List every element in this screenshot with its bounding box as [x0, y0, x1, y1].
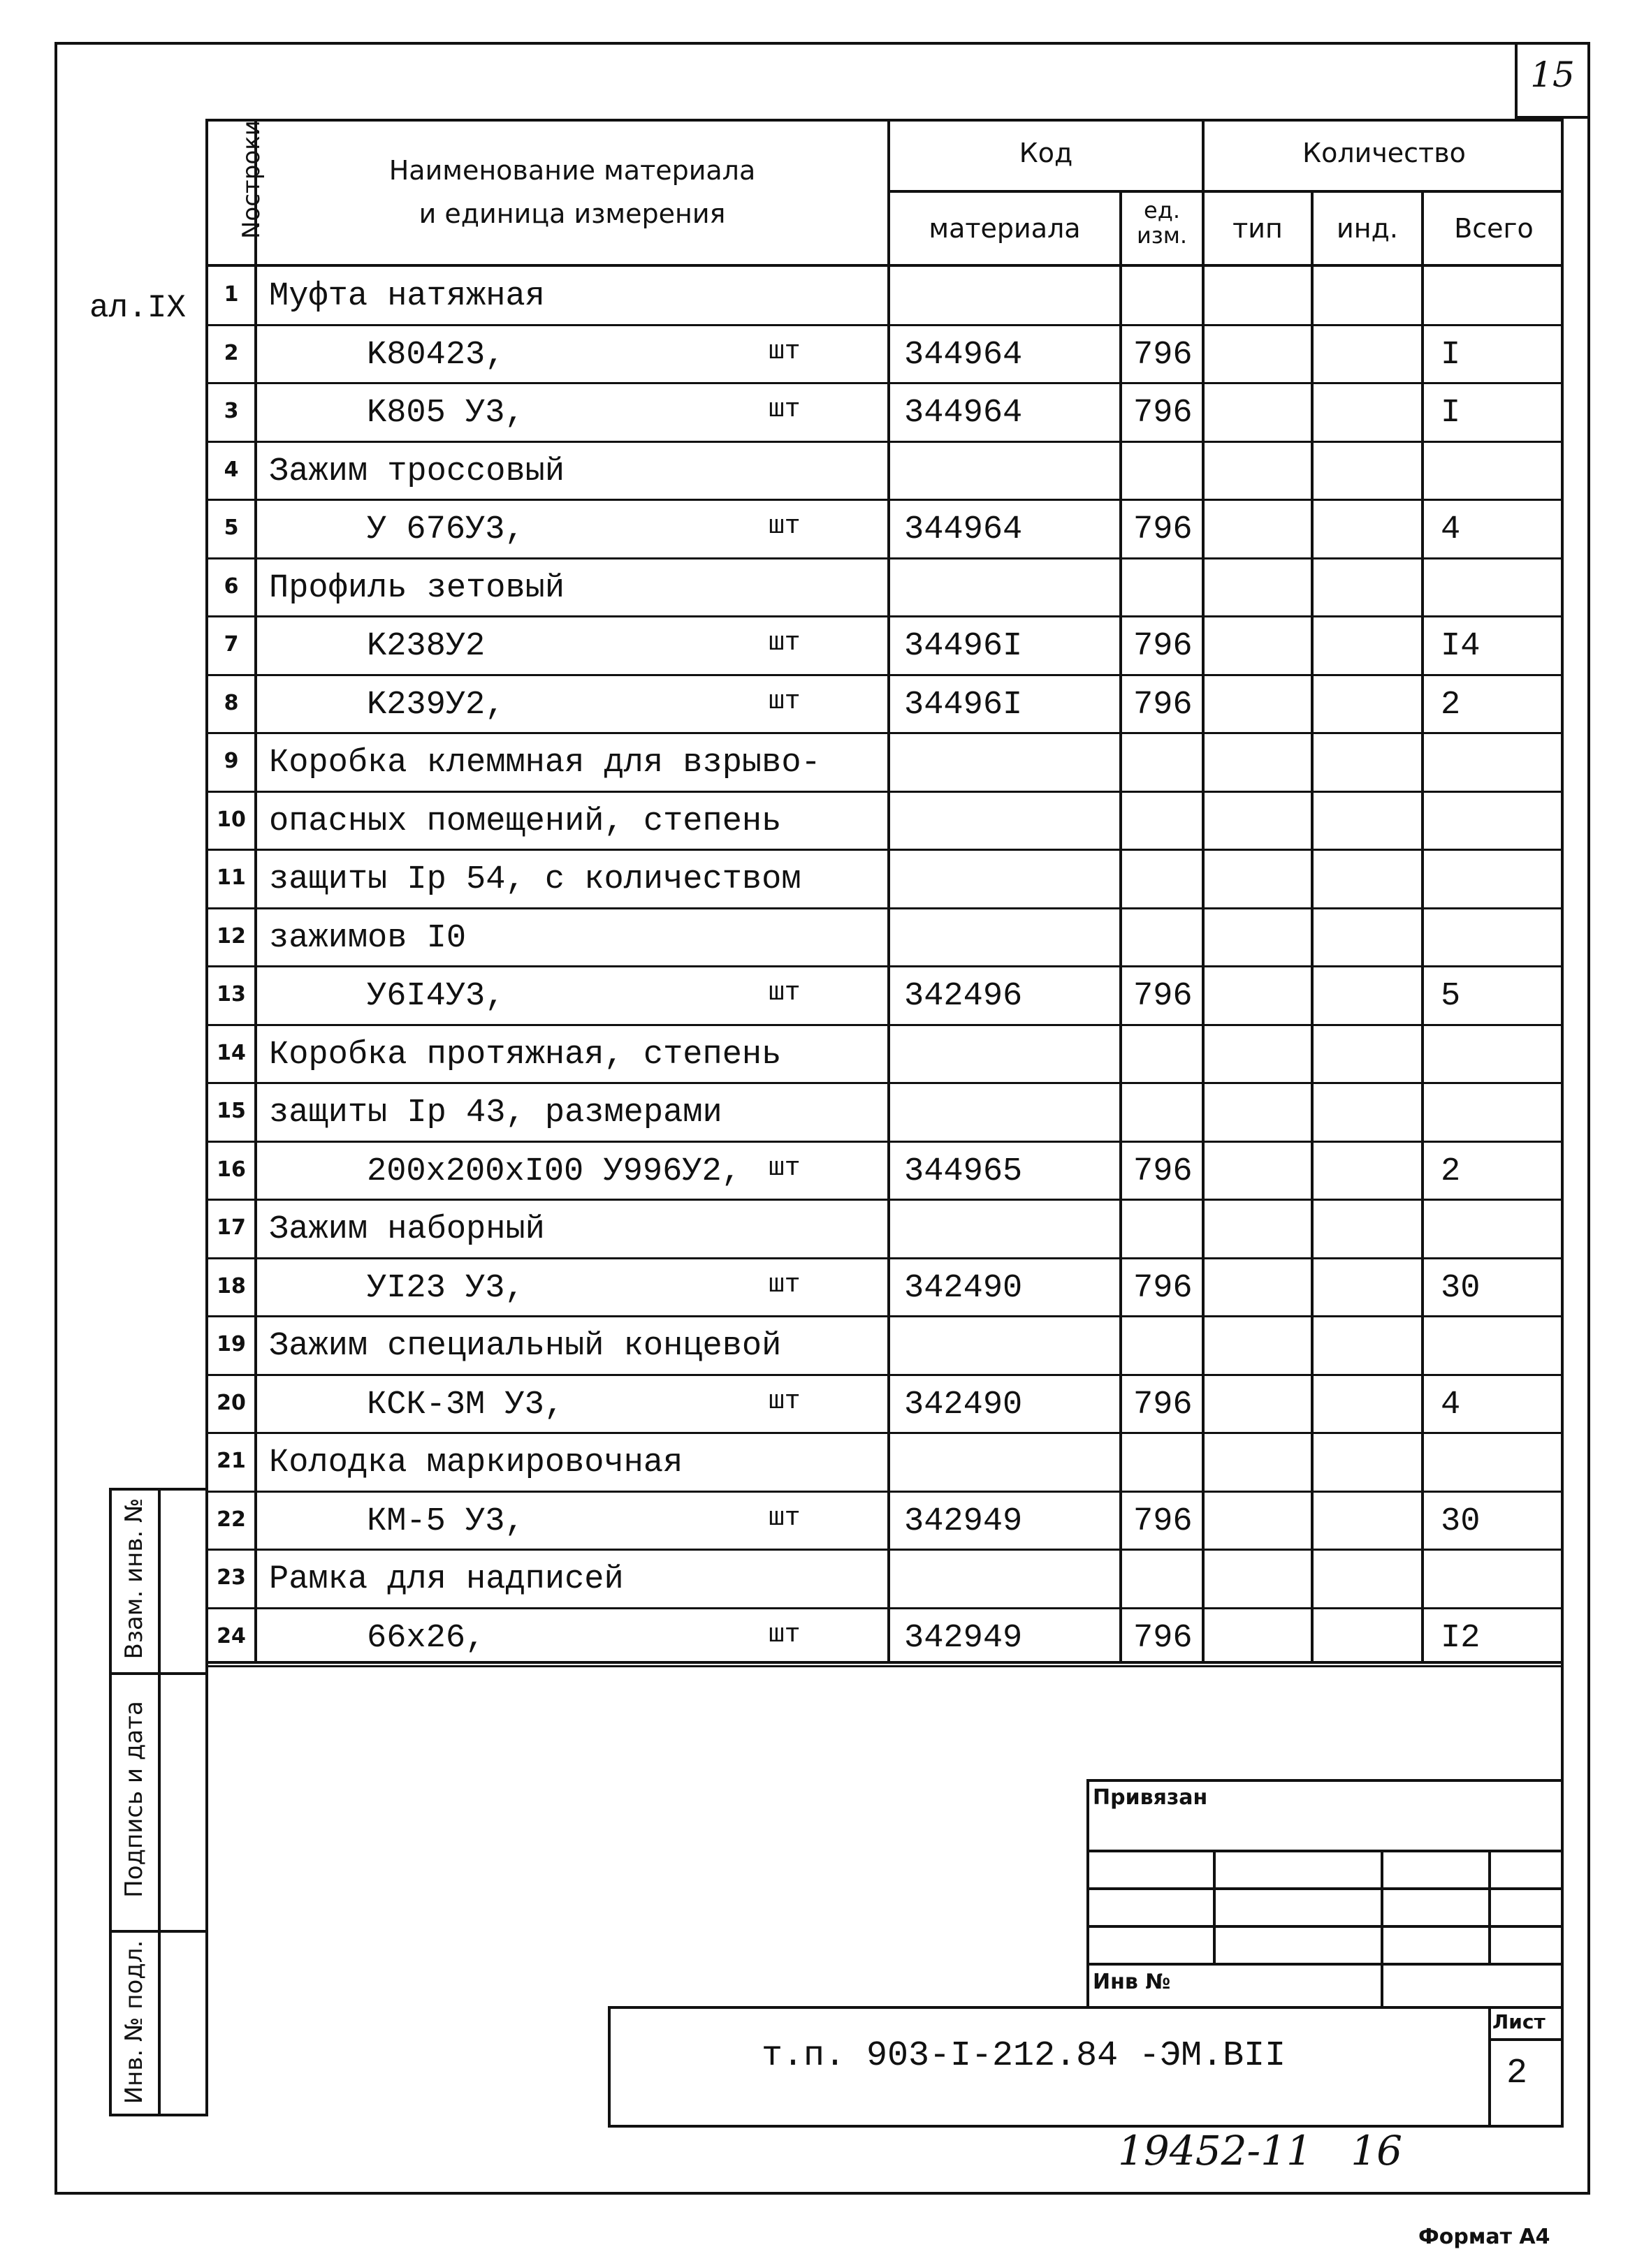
unit-code: 796: [1133, 1387, 1193, 1424]
material-code: 34496I: [904, 687, 1023, 724]
row-number: 3: [224, 399, 239, 423]
row-number: 9: [224, 749, 239, 773]
row-number: 20: [217, 1391, 246, 1415]
row-number: 17: [217, 1215, 246, 1240]
unit-label: шт: [769, 395, 801, 425]
header-code-material: материала: [929, 213, 1081, 244]
header-qty-total: Всего: [1454, 213, 1534, 244]
row-number: 8: [224, 691, 239, 715]
total-qty: I: [1441, 395, 1461, 432]
total-qty: 4: [1441, 1387, 1461, 1424]
row-number: 10: [217, 807, 246, 832]
material-code: 34496I: [904, 628, 1023, 665]
stamp-inv-no: Инв №: [1093, 1970, 1171, 1994]
material-name: Коробка протяжная, степень: [269, 1037, 782, 1074]
header-row-no: Nocтроки: [238, 120, 266, 239]
unit-code: 796: [1133, 1620, 1193, 1657]
row-number: 12: [217, 924, 246, 949]
material-code: 344964: [904, 337, 1023, 374]
material-name: K80423,: [367, 337, 505, 374]
material-name: 66x26,: [367, 1620, 486, 1657]
unit-code: 796: [1133, 978, 1193, 1015]
row-number: 1: [224, 282, 239, 307]
total-qty: I: [1441, 337, 1461, 374]
material-name: Зажим наборный: [269, 1211, 545, 1248]
material-code: 342490: [904, 1270, 1023, 1307]
unit-code: 796: [1133, 1503, 1193, 1540]
row-number: 22: [217, 1507, 246, 1532]
header-qty-type: тип: [1232, 213, 1283, 244]
header-name-line2: и единица измерения: [419, 198, 726, 229]
material-name: защиты Ip 43, размерами: [269, 1095, 722, 1132]
material-code: 342949: [904, 1503, 1023, 1540]
material-code: 342490: [904, 1387, 1023, 1424]
unit-code: 796: [1133, 395, 1193, 432]
stamp-privyazan: Привязан: [1093, 1785, 1208, 1810]
material-name: У 676У3,: [367, 511, 525, 548]
side-label-inv-podl: Инв. № подл.: [120, 1940, 148, 2105]
designation: т.п. 903-I-212.84 -ЭМ.ВII: [762, 2036, 1286, 2076]
material-name: Рамка для надписей: [269, 1561, 624, 1598]
row-number: 6: [224, 574, 239, 599]
sheet-label: Лист: [1492, 2010, 1545, 2033]
row-number: 13: [217, 982, 246, 1007]
material-name: УI23 У3,: [367, 1270, 525, 1307]
material-name: У6I4У3,: [367, 978, 505, 1015]
row-number: 24: [217, 1624, 246, 1648]
header-quantity: Количество: [1302, 138, 1466, 168]
material-name: КМ-5 У3,: [367, 1503, 525, 1540]
unit-label: шт: [769, 1387, 801, 1417]
total-qty: 2: [1441, 687, 1461, 724]
unit-label: шт: [769, 978, 801, 1008]
unit-label: шт: [769, 1620, 801, 1650]
material-name: защиты Ip 54, с количеством: [269, 861, 801, 898]
total-qty: I2: [1441, 1620, 1481, 1657]
header-code: Код: [1019, 138, 1073, 168]
side-label-vzam-inv: Взам. инв. №: [120, 1498, 148, 1660]
material-name: КСК-3М У3,: [367, 1387, 565, 1424]
material-name: K238У2: [367, 628, 486, 665]
total-qty: 30: [1441, 1270, 1481, 1307]
material-code: 344964: [904, 395, 1023, 432]
total-qty: 2: [1441, 1153, 1461, 1190]
total-qty: 5: [1441, 978, 1461, 1015]
row-number: 21: [217, 1449, 246, 1473]
material-name: K239У2,: [367, 687, 505, 724]
margin-note: ал.IX: [89, 290, 187, 326]
row-number: 11: [217, 865, 246, 890]
total-qty: 4: [1441, 511, 1461, 548]
row-number: 5: [224, 515, 239, 540]
row-number: 14: [217, 1041, 246, 1065]
sheet-value: 2: [1506, 2054, 1528, 2093]
material-name: Коробка клеммная для взрыво-: [269, 745, 821, 782]
material-code: 344964: [904, 511, 1023, 548]
row-number: 2: [224, 341, 239, 365]
row-number: 18: [217, 1274, 246, 1298]
material-name: Зажим специальный концевой: [269, 1328, 782, 1365]
material-name: опасных помещений, степень: [269, 803, 782, 840]
material-name: зажимов I0: [269, 920, 467, 957]
unit-label: шт: [769, 511, 801, 541]
material-name: Муфта натяжная: [269, 278, 545, 315]
side-label-podpis-data: Подпись и дата: [120, 1701, 148, 1898]
unit-label: шт: [769, 687, 801, 717]
material-name: 200x200xI00 У996У2,: [367, 1153, 741, 1190]
row-number: 19: [217, 1332, 246, 1356]
material-name: Зажим троссовый: [269, 453, 565, 490]
row-number: 4: [224, 458, 239, 482]
row-number: 16: [217, 1157, 246, 1182]
row-number: 15: [217, 1099, 246, 1123]
header-name-line1: Наименование материала: [388, 155, 756, 186]
total-qty: I4: [1441, 628, 1481, 665]
row-number: 23: [217, 1565, 246, 1590]
unit-label: шт: [769, 1270, 801, 1300]
material-code: 342496: [904, 978, 1023, 1015]
material-code: 344965: [904, 1153, 1023, 1190]
row-number: 7: [224, 632, 239, 657]
format-label: Формат А4: [1418, 2225, 1550, 2249]
unit-code: 796: [1133, 337, 1193, 374]
unit-code: 796: [1133, 687, 1193, 724]
sheet-number: 15: [1530, 54, 1575, 95]
header-code-unit: ед. изм.: [1136, 197, 1188, 249]
material-code: 342949: [904, 1620, 1023, 1657]
material-name: K805 У3,: [367, 395, 525, 432]
header-qty-ind: инд.: [1337, 213, 1398, 244]
unit-label: шт: [769, 337, 801, 367]
sheet-number-box: [1515, 42, 1590, 119]
total-qty: 30: [1441, 1503, 1481, 1540]
unit-label: шт: [769, 1503, 801, 1533]
unit-code: 796: [1133, 1153, 1193, 1190]
unit-code: 796: [1133, 628, 1193, 665]
material-name: Профиль зетовый: [269, 570, 565, 607]
handwritten-number: 19452-11 16: [1118, 2127, 1403, 2174]
unit-label: шт: [769, 628, 801, 658]
unit-label: шт: [769, 1153, 801, 1183]
unit-code: 796: [1133, 511, 1193, 548]
unit-code: 796: [1133, 1270, 1193, 1307]
material-name: Колодка маркировочная: [269, 1444, 683, 1481]
